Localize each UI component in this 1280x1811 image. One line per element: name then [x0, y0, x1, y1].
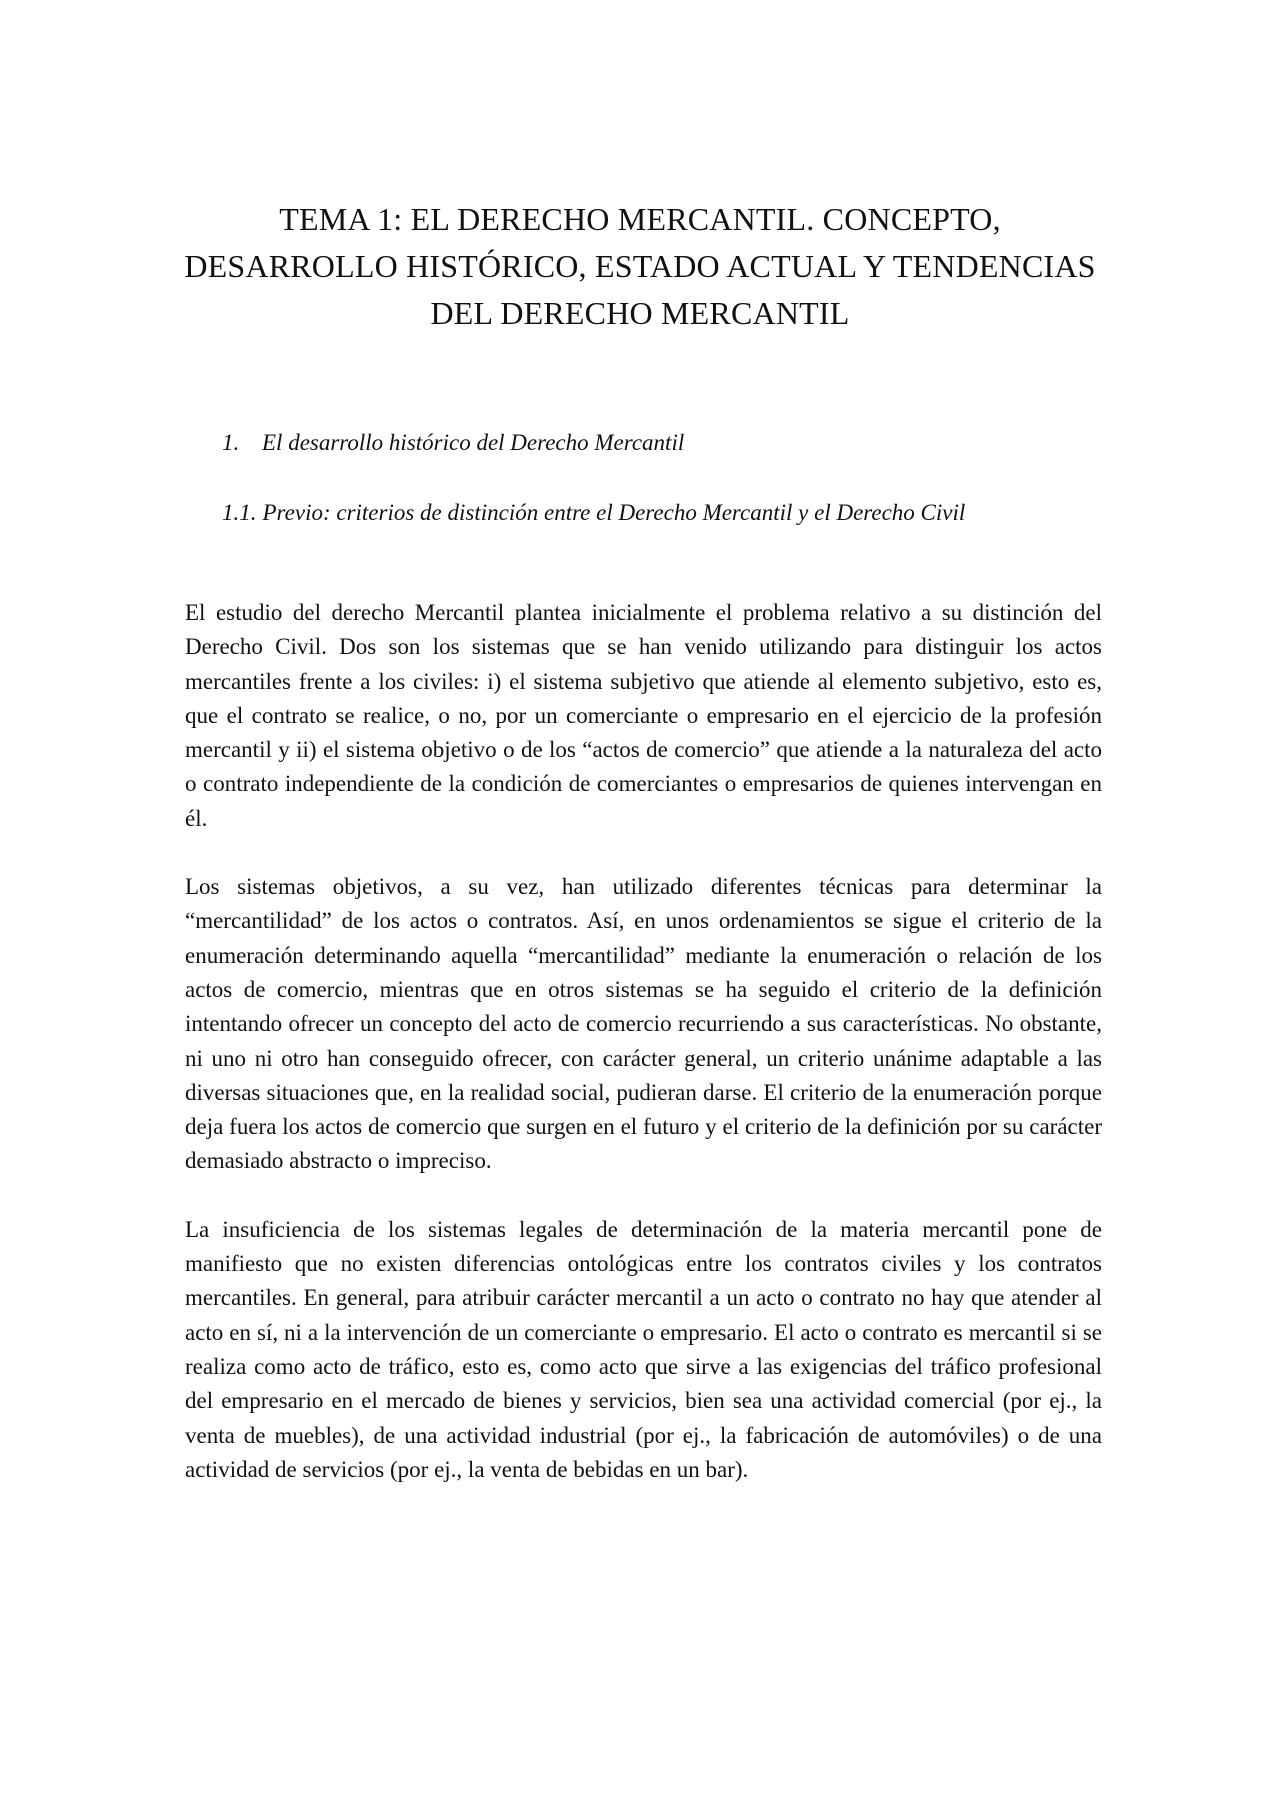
subsection-number: 1.1.	[222, 500, 257, 525]
paragraph-1: El estudio del derecho Mercantil plantea inicialmente el problema relativo a su distinción del Derecho Civil. Dos son los sistemas que se han venido utilizando para distinguir los actos mercantiles frente a los civiles: i) el sistema subjetivo que atiende al elemento subjetivo, esto es, que el contrato se realice, o no, por un comerciante o empresario en el ejercicio de la profesión mercantil y ii) el sistema objetivo o de los “actos de comercio” que atiende a la naturaleza del acto o contrato independiente de la condición de comerciantes o empresarios de quienes intervengan en él.	[185, 600, 1102, 831]
subsection-title: Previo: criterios de distinción entre el Derecho Mercantil y el Derecho Civil	[262, 500, 966, 525]
section-number: 1.	[222, 430, 240, 455]
document-title: TEMA 1: EL DERECHO MERCANTIL. CONCEPTO, DESARROLLO HISTÓRICO, ESTADO ACTUAL Y TENDENCIAS DEL DERECHO MERCANTIL	[184, 201, 1096, 331]
paragraph-2: Los sistemas objetivos, a su vez, han utilizado diferentes técnicas para determinar la “mercantilidad” de los actos o contratos. Así, en unos ordenamientos se sigue el criterio de la enumeración determinando aquella “mercantilidad” mediante la enumeración o relación de los actos de comercio, mientras que en otros sistemas se ha seguido el criterio de la definición intentando ofrecer un concepto del acto de comercio recurriendo a sus características. No obstante, ni uno ni otro han conseguido ofrecer, con carácter general, un criterio unánime adaptable a las diversas situaciones que, en la realidad social, pudieran darse. El criterio de la enumeración porque deja fuera los actos de comercio que surgen en el futuro y el criterio de la definición por su carácter demasiado abstracto o impreciso.	[185, 874, 1102, 1174]
document-body	[185, 596, 1102, 1521]
section-title: El desarrollo histórico del Derecho Mercantil	[262, 430, 685, 455]
paragraph-3: La insuficiencia de los sistemas legales de determinación de la materia mercantil pone de manifiesto que no existen diferencias ontológicas entre los contratos civiles y los contratos mercantiles. En general, para atribuir carácter mercantil a un acto o contrato no hay que atender al acto en sí, ni a la intervención de un comerciante o empresario. El acto o contrato es mercantil si se realiza como acto de tráfico, esto es, como acto que sirve a las exigencias del tráfico profesional del empresario en el mercado de bienes y servicios, bien sea una actividad comercial (por ej., la venta de muebles), de una actividad industrial (por ej., la fabricación de automóviles) o de una actividad de servicios (por ej., la venta de bebidas en un bar).	[185, 1216, 1102, 1482]
section-heading-1-1	[222, 498, 965, 528]
section-heading-1	[222, 428, 684, 458]
